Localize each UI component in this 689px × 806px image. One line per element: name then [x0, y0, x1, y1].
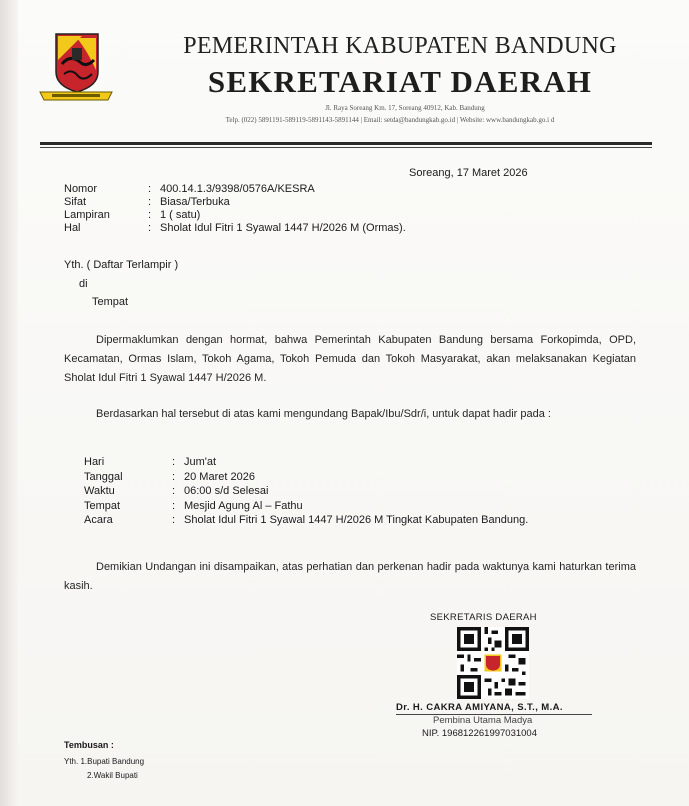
event-colon: : [172, 499, 176, 512]
paragraph-invitation [64, 405, 636, 424]
paragraph-closing-text: Demikian Undangan ini disampaikan, atas perhatian dan perkenan hadir pada waktunya kami haturkan terima kasih. [64, 561, 636, 592]
meta-row-hal [64, 222, 406, 235]
event-label: Waktu [84, 485, 115, 497]
event-label: Tanggal [84, 470, 123, 483]
event-value: 06:00 s/d Selesai [184, 485, 269, 497]
event-colon: : [172, 514, 176, 526]
tembusan-item: Yth. 1.Bupati Bandung [64, 757, 145, 766]
meta-row-lampiran [64, 209, 406, 222]
meta-colon: : [148, 183, 152, 195]
meta-label: Hal [64, 222, 81, 234]
meta-colon: : [148, 222, 152, 234]
kabupaten-bandung-emblem [36, 30, 116, 104]
event-value: Sholat Idul Fitri 1 Syawal 1447 H/2026 M Tingkat Kabupaten Bandung. [184, 514, 529, 526]
office-name: SEKRETARIAT DAERAH [207, 64, 593, 99]
office-address: Jl. Raya Soreang Km. 17, Soreang 40912, Kab. Bandung [325, 104, 485, 112]
event-colon: : [172, 485, 176, 497]
meta-value: Biasa/Terbuka [160, 196, 230, 208]
meta-label: Nomor [64, 183, 98, 195]
event-details [84, 455, 528, 528]
signatory-title: SEKRETARIS DAERAH [430, 612, 537, 623]
letterhead-rule-thin [40, 147, 652, 148]
meta-label: Sifat [64, 196, 87, 208]
recipient-di: di [79, 278, 88, 290]
event-row-tempat [84, 499, 528, 514]
signature-qr-code [457, 627, 529, 699]
event-label: Tempat [84, 499, 121, 512]
paragraph-intro-text: Dipermaklumkan dengan hormat, bahwa Pemerintah Kabupaten Bandung bersama Forkopimda, OPD, Kecamatan, Ormas Islam, Tokoh Agama, Tokoh Pemuda dan Tokoh Masyarakat, akan melaksanakan Kegiatan Sholat Idul Fitri 1 Syawal 1447 H/2026 M. [64, 334, 636, 384]
letter-metadata [64, 183, 406, 235]
paragraph-intro [64, 331, 636, 388]
event-row-hari [84, 455, 528, 470]
meta-row-sifat [64, 196, 406, 209]
event-row-waktu [84, 484, 528, 499]
event-label: Acara [84, 514, 113, 526]
event-value: Jum'at [184, 456, 217, 468]
letterhead-rule [40, 142, 652, 145]
letter-date: Soreang, 17 Maret 2026 [409, 167, 528, 179]
signatory-name: Dr. H. CAKRA AMIYANA, S.T., M.A. [396, 702, 563, 713]
paragraph-invitation-text: Berdasarkan hal tersebut di atas kami mengundang Bapak/Ibu/Sdr/i, untuk dapat hadir pada : [96, 408, 551, 420]
recipient-place: Tempat [92, 296, 129, 308]
tembusan-title: Tembusan : [64, 740, 114, 750]
office-contact: Telp. (022) 5891191-589119-5891143-5891144 | Email: setda@bandungkab.go.id | Website: www.bandungkab.go.i d [225, 116, 555, 124]
meta-row-nomor [64, 183, 406, 196]
meta-colon: : [148, 196, 152, 208]
event-row-tanggal [84, 470, 528, 485]
event-row-acara [84, 513, 528, 528]
paragraph-closing [64, 558, 636, 596]
meta-label: Lampiran [64, 209, 110, 221]
tembusan-item: 2.Wakil Bupati [87, 771, 138, 780]
page-edge-shadow [0, 0, 18, 806]
recipient-line: Yth. ( Daftar Terlampir ) [64, 259, 179, 271]
meta-value: Sholat Idul Fitri 1 Syawal 1447 H/2026 M (Ormas). [160, 222, 406, 234]
event-value: Mesjid Agung Al – Fathu [184, 499, 303, 512]
meta-colon: : [148, 209, 152, 221]
event-value: 20 Maret 2026 [184, 470, 255, 483]
signatory-rank: Pembina Utama Madya [433, 715, 533, 726]
event-label: Hari [84, 456, 105, 468]
meta-value: 400.14.1.3/9398/0576A/KESRA [160, 183, 315, 195]
event-colon: : [172, 456, 176, 468]
government-name: PEMERINTAH KABUPATEN BANDUNG [183, 33, 617, 59]
signatory-nip: NIP. 196812261997031004 [422, 728, 537, 739]
meta-value: 1 ( satu) [160, 209, 201, 221]
event-colon: : [172, 470, 176, 483]
